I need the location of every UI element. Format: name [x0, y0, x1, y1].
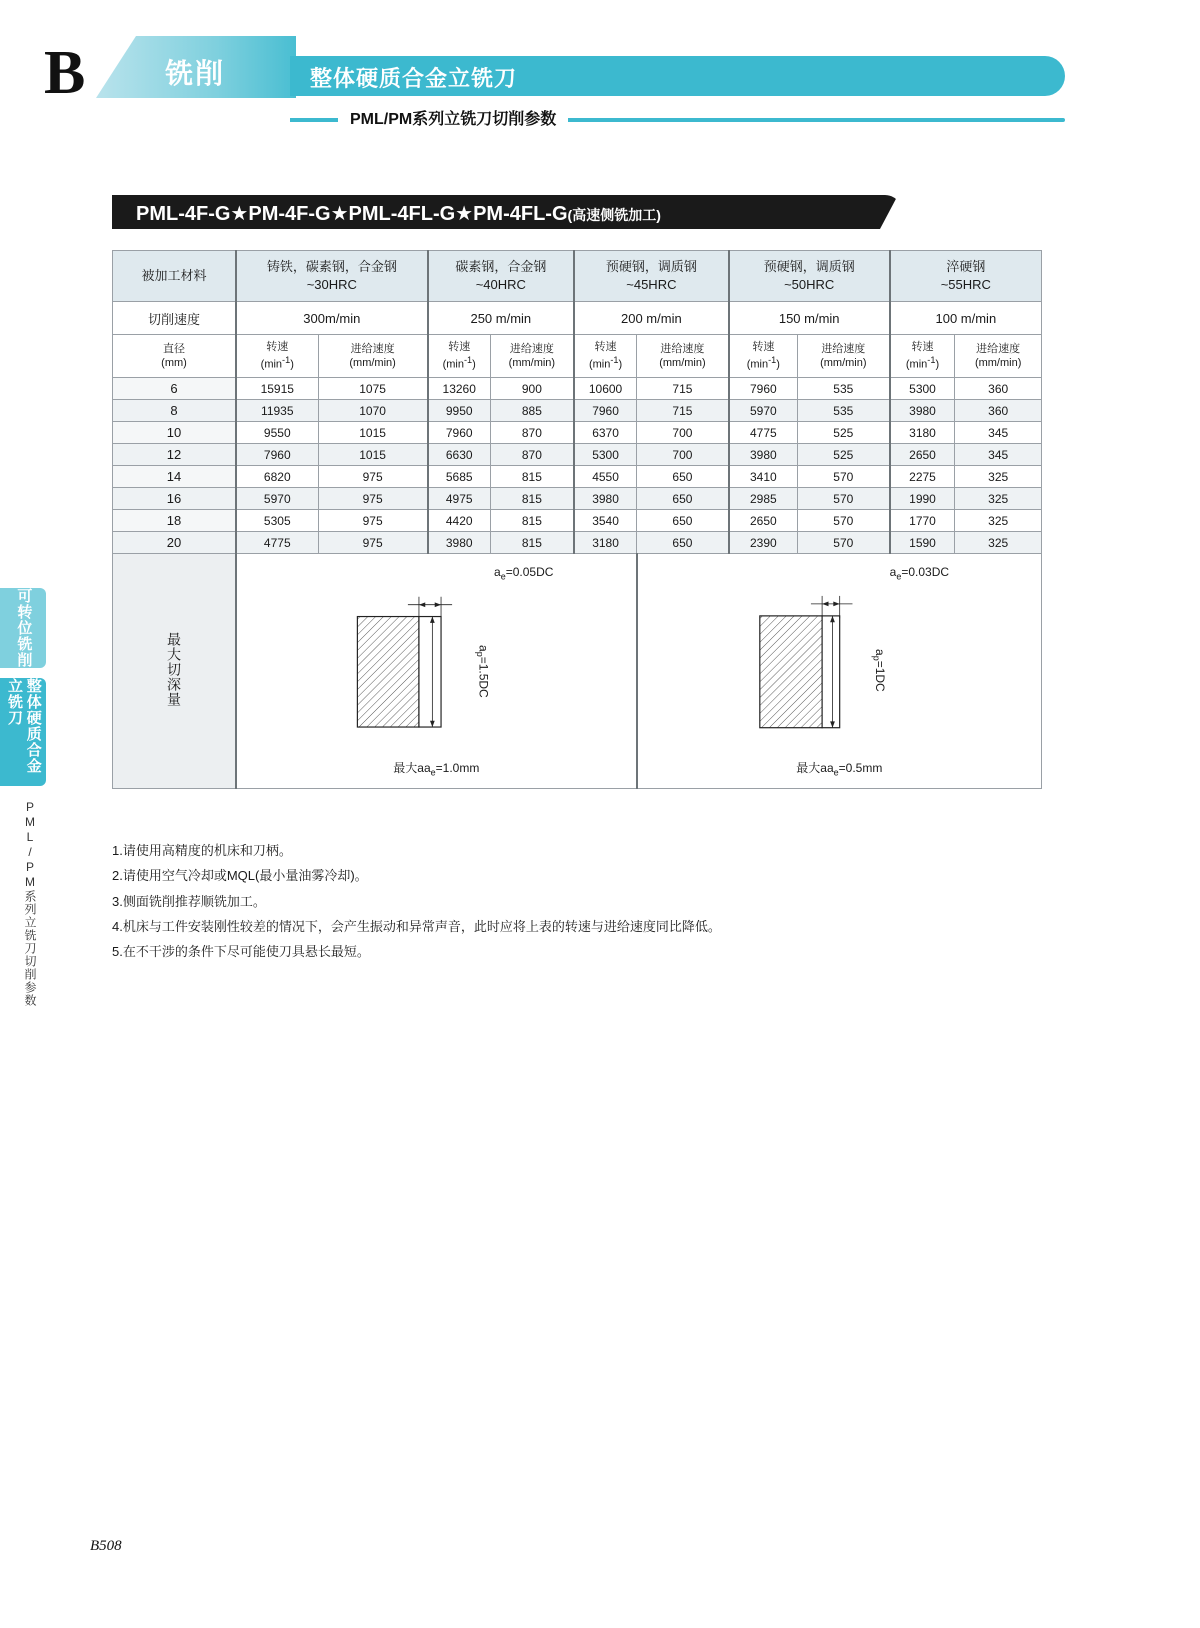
- cell-value: 525: [797, 422, 889, 444]
- section-letter: B: [44, 39, 86, 107]
- diagram-cell-left: [236, 554, 637, 789]
- header-category-label: 铣削: [165, 58, 226, 89]
- depth-diagram-right: [640, 557, 1039, 785]
- material-hardness-3: ~50HRC: [784, 277, 835, 292]
- cell-value: 2650: [729, 510, 798, 532]
- material-hardness-4: ~55HRC: [940, 277, 991, 292]
- cell-value: 870: [490, 422, 574, 444]
- note-item: 2.请使用空气冷却或MQL(最小量油雾冷却)。: [112, 868, 368, 884]
- rpm-unit-0: $(\min^{-1})$: [260, 354, 294, 371]
- cell-value: 885: [490, 400, 574, 422]
- rpm-label-1: 转速: [448, 341, 471, 354]
- material-hardness-2: ~45HRC: [626, 277, 677, 292]
- table-row: [113, 400, 1042, 422]
- cell-value: 3980: [428, 532, 491, 554]
- max-ae-label-right: 最大$aa_e=0.5mm$: [796, 760, 883, 777]
- cell-value: 535: [797, 400, 889, 422]
- cell-value: 535: [797, 378, 889, 400]
- feed-unit-2: (mm/min): [659, 357, 706, 369]
- speed-value-0: 300m/min: [236, 302, 428, 335]
- cell-value: 975: [318, 532, 428, 554]
- header-diameter-unit: (mm): [161, 357, 187, 369]
- note-item: 1.请使用高精度的机床和刀柄。: [112, 843, 292, 858]
- cell-value: 975: [318, 488, 428, 510]
- table-row: [113, 466, 1042, 488]
- feed-label-2: 进给速度: [660, 342, 705, 355]
- cell-value: 870: [490, 444, 574, 466]
- feed-label-4: 进给速度: [976, 342, 1021, 355]
- table-row: [113, 444, 1042, 466]
- cell-value: 1015: [318, 444, 428, 466]
- cell-value: 325: [955, 532, 1042, 554]
- series-title-suffix: (高速侧铣加工): [567, 207, 661, 223]
- material-hardness-0: ~30HRC: [306, 277, 357, 292]
- header-feed-1: [490, 335, 574, 378]
- ap-label-right: $a_p=1DC$: [871, 649, 888, 692]
- header-feed-2: [637, 335, 729, 378]
- table-row: [113, 532, 1042, 554]
- cell-value: 360: [955, 400, 1042, 422]
- side-tab-label: 整体硬质合金立铣刀: [6, 678, 42, 774]
- cell-value: 1015: [318, 422, 428, 444]
- cell-diameter: 6: [113, 378, 237, 400]
- cell-value: 570: [797, 510, 889, 532]
- cell-value: 975: [318, 510, 428, 532]
- table-row: [113, 378, 1042, 400]
- rpm-unit-3: $(\min^{-1})$: [746, 354, 780, 371]
- page-subtitle: PML/PM系列立铣刀切削参数: [338, 106, 568, 129]
- cell-value: 4550: [574, 466, 637, 488]
- rpm-unit-1: $(\min^{-1})$: [442, 354, 476, 371]
- feed-label-0: 进给速度: [350, 342, 395, 355]
- cell-value: 650: [637, 510, 729, 532]
- cell-value: 5970: [236, 488, 318, 510]
- table-header-columns: [113, 335, 1042, 378]
- cell-value: 570: [797, 532, 889, 554]
- side-tab-solid-carbide-endmill[interactable]: [0, 678, 46, 786]
- cell-value: 570: [797, 488, 889, 510]
- header-material-1: [428, 251, 574, 302]
- rpm-label-0: 转速: [266, 341, 289, 354]
- side-vertical-caption-text: PML/PM系列立铣刀切削参数: [23, 800, 37, 1007]
- max-ae-label-left: 最大$aa_e=1.0mm$: [393, 760, 480, 777]
- speed-value-1: 250 m/min: [428, 302, 574, 335]
- feed-unit-4: (mm/min): [974, 357, 1022, 369]
- feed-unit-0: (mm/min): [349, 357, 396, 369]
- cell-value: 345: [955, 444, 1042, 466]
- header-material-2: [574, 251, 729, 302]
- cell-value: 5685: [428, 466, 491, 488]
- ap-label-left: $a_p=1.5DC$: [475, 645, 491, 698]
- feed-unit-3: (mm/min): [820, 357, 867, 369]
- cell-value: 345: [955, 422, 1042, 444]
- cell-value: 5305: [236, 510, 318, 532]
- depth-diagram-left-svg: [239, 557, 634, 785]
- feed-unit-1: (mm/min): [508, 357, 556, 369]
- table-header-speeds: [113, 302, 1042, 335]
- header-material-3: [729, 251, 890, 302]
- cell-value: 7960: [574, 400, 637, 422]
- material-name-0: 铸铁，碳素钢，合金钢: [266, 259, 397, 275]
- table-header-materials: [113, 251, 1042, 302]
- cell-value: 815: [490, 488, 574, 510]
- cell-value: 13260: [428, 378, 491, 400]
- cell-value: 1590: [890, 532, 955, 554]
- cell-value: 7960: [729, 378, 798, 400]
- cell-value: 4975: [428, 488, 491, 510]
- cell-value: 700: [637, 444, 729, 466]
- diagram-cell-right: [637, 554, 1042, 789]
- cell-value: 5300: [890, 378, 955, 400]
- header-feed-3: [797, 335, 889, 378]
- cell-value: 325: [955, 488, 1042, 510]
- material-name-3: 预硬钢，调质钢: [763, 259, 855, 275]
- rpm-label-4: 转速: [911, 341, 934, 354]
- depth-of-cut-row: [113, 554, 1042, 789]
- rpm-label-3: 转速: [752, 341, 775, 354]
- rpm-unit-4: $(\min^{-1})$: [905, 354, 940, 371]
- header-material-label: 被加工材料: [113, 251, 237, 302]
- cell-value: 715: [637, 400, 729, 422]
- header-feed-4: [955, 335, 1042, 378]
- cell-value: 10600: [574, 378, 637, 400]
- depth-of-cut-label-text: 最大切深量: [166, 632, 183, 707]
- cell-value: 1075: [318, 378, 428, 400]
- cell-value: 815: [490, 510, 574, 532]
- rpm-unit-2: $(\min^{-1})$: [588, 354, 623, 371]
- cell-value: 570: [797, 466, 889, 488]
- cell-value: 9950: [428, 400, 491, 422]
- header-speed-label: 切削速度: [113, 302, 237, 335]
- cell-value: 650: [637, 532, 729, 554]
- cell-value: 11935: [236, 400, 318, 422]
- cell-value: 3410: [729, 466, 798, 488]
- header-diameter-label: 直径: [163, 342, 185, 355]
- table-row: [113, 510, 1042, 532]
- header-material-0: [236, 251, 428, 302]
- page-title: 整体硬质合金立铣刀: [310, 66, 518, 91]
- cell-diameter: 18: [113, 510, 237, 532]
- cell-value: 15915: [236, 378, 318, 400]
- series-title: [136, 201, 661, 226]
- rpm-label-2: 转速: [594, 341, 617, 354]
- ae-label-right: $a_e=0.03DC$: [889, 565, 950, 582]
- cell-value: 1770: [890, 510, 955, 532]
- depth-of-cut-label: [113, 554, 237, 789]
- feed-label-1: 进给速度: [509, 342, 554, 355]
- cell-diameter: 20: [113, 532, 237, 554]
- cell-diameter: 16: [113, 488, 237, 510]
- speed-value-3: 150 m/min: [729, 302, 890, 335]
- speed-value-2: 200 m/min: [574, 302, 729, 335]
- cell-value: 3980: [890, 400, 955, 422]
- material-name-4: 淬硬钢: [946, 259, 986, 275]
- table-row: [113, 488, 1042, 510]
- cell-diameter: 12: [113, 444, 237, 466]
- cell-value: 815: [490, 532, 574, 554]
- series-title-main: PML-4F-G★PM-4F-G★PML-4FL-G★PM-4FL-G: [136, 203, 568, 225]
- cell-value: 2390: [729, 532, 798, 554]
- header-rpm-3: [729, 335, 798, 378]
- cell-value: 1070: [318, 400, 428, 422]
- cell-value: 4420: [428, 510, 491, 532]
- cell-value: 1990: [890, 488, 955, 510]
- material-name-1: 碳素钢，合金钢: [455, 259, 547, 275]
- cell-value: 325: [955, 510, 1042, 532]
- cell-value: 650: [637, 466, 729, 488]
- cell-value: 5970: [729, 400, 798, 422]
- cell-value: 975: [318, 466, 428, 488]
- header-rpm-0: [236, 335, 318, 378]
- depth-diagram-left: [239, 557, 634, 785]
- cell-value: 2985: [729, 488, 798, 510]
- cell-value: 2275: [890, 466, 955, 488]
- depth-diagram-right-svg: [640, 557, 1039, 785]
- header-rpm-2: [574, 335, 637, 378]
- cell-value: 4775: [729, 422, 798, 444]
- note-item: 4.机床与工件安装刚性较差的情况下，会产生振动和异常声音，此时应将上表的转速与进给速度同比降低。: [112, 919, 721, 935]
- side-vertical-caption: [22, 800, 44, 1010]
- notes-list: [112, 838, 1012, 965]
- cell-diameter: 14: [113, 466, 237, 488]
- table-row: [113, 422, 1042, 444]
- header-diameter: [113, 335, 237, 378]
- cell-value: 650: [637, 488, 729, 510]
- cell-value: 6820: [236, 466, 318, 488]
- header-material-4: [890, 251, 1042, 302]
- cell-value: 3980: [729, 444, 798, 466]
- cell-value: 360: [955, 378, 1042, 400]
- cell-value: 325: [955, 466, 1042, 488]
- cell-value: 7960: [236, 444, 318, 466]
- cell-value: 700: [637, 422, 729, 444]
- cell-value: 6370: [574, 422, 637, 444]
- note-item: 3.侧面铣削推荐顺铣加工。: [112, 893, 266, 909]
- cell-value: 3980: [574, 488, 637, 510]
- cell-value: 3180: [890, 422, 955, 444]
- page-header: [0, 0, 1200, 150]
- header-rpm-4: [890, 335, 955, 378]
- speed-value-4: 100 m/min: [890, 302, 1042, 335]
- ae-label-left: $a_e=0.05DC$: [494, 565, 554, 582]
- cell-value: 815: [490, 466, 574, 488]
- cell-value: 7960: [428, 422, 491, 444]
- material-name-2: 预硬钢，调质钢: [605, 259, 697, 275]
- cell-diameter: 10: [113, 422, 237, 444]
- header-feed-0: [318, 335, 428, 378]
- cell-value: 2650: [890, 444, 955, 466]
- page-number: B508: [90, 1538, 122, 1554]
- cell-value: 715: [637, 378, 729, 400]
- cell-value: 5300: [574, 444, 637, 466]
- feed-label-3: 进给速度: [821, 342, 866, 355]
- header-rpm-1: [428, 335, 491, 378]
- note-item: 5.在不干涉的条件下尽可能使刀具悬长最短。: [112, 944, 370, 960]
- cell-value: 525: [797, 444, 889, 466]
- cell-diameter: 8: [113, 400, 237, 422]
- material-hardness-1: ~40HRC: [475, 277, 526, 292]
- cell-value: 900: [490, 378, 574, 400]
- cell-value: 3180: [574, 532, 637, 554]
- cell-value: 3540: [574, 510, 637, 532]
- cell-value: 6630: [428, 444, 491, 466]
- side-tab-label: 可转位铣削: [15, 588, 33, 668]
- cell-value: 9550: [236, 422, 318, 444]
- side-tab-indexable-milling[interactable]: [0, 588, 46, 668]
- cell-value: 4775: [236, 532, 318, 554]
- cutting-parameters-table: [112, 250, 1042, 789]
